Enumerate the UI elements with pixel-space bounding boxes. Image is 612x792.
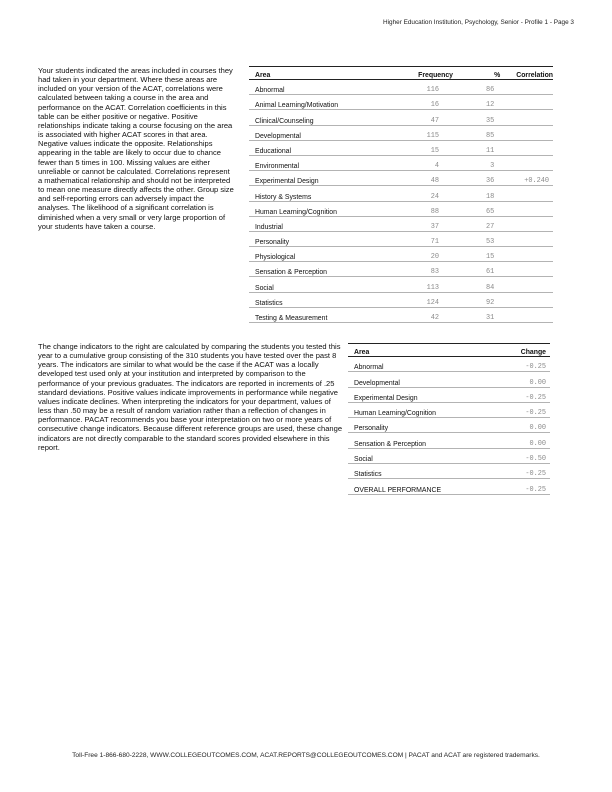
percent-cell: 36 (467, 171, 510, 186)
area-cell: Personality (249, 231, 400, 246)
percent-cell: 92 (467, 292, 510, 307)
area-cell: Testing & Measurement (249, 307, 400, 322)
correlation-cell (510, 125, 553, 140)
correlation-cell (510, 231, 553, 246)
table-row (249, 125, 553, 140)
area-cell: Developmental (348, 372, 494, 387)
frequency-cell: 71 (400, 231, 467, 246)
course-areas-header-row (249, 67, 553, 80)
course-areas-body (249, 80, 553, 323)
change-cell: -0.25 (494, 357, 550, 372)
percent-cell: 12 (467, 95, 510, 110)
percent-cell: 65 (467, 201, 510, 216)
table-row (249, 140, 553, 155)
area-cell: Physiological (249, 247, 400, 262)
area-cell: Animal Learning/Motivation (249, 95, 400, 110)
frequency-cell: 124 (400, 292, 467, 307)
table-row (249, 216, 553, 231)
area-cell: Experimental Design (348, 387, 494, 402)
correlation-cell (510, 247, 553, 262)
table-row (249, 307, 553, 322)
table-row (348, 433, 550, 448)
correlation-cell (510, 95, 553, 110)
frequency-cell: 116 (400, 80, 467, 95)
table-row (348, 387, 550, 402)
percent-cell: 15 (467, 247, 510, 262)
percent-cell: 27 (467, 216, 510, 231)
table-row (249, 155, 553, 170)
table-row (249, 277, 553, 292)
frequency-cell: 24 (400, 186, 467, 201)
table-row (249, 110, 553, 125)
col-percent-header: % (494, 72, 501, 79)
percent-cell: 85 (467, 125, 510, 140)
correlation-cell (510, 307, 553, 322)
table-row (348, 402, 550, 417)
frequency-cell: 42 (400, 307, 467, 322)
percent-cell: 35 (467, 110, 510, 125)
change-indicators-body (348, 357, 550, 495)
area-cell: Human Learning/Cognition (249, 201, 400, 216)
correlation-cell (510, 155, 553, 170)
table-row (249, 80, 553, 95)
frequency-cell: 115 (400, 125, 467, 140)
table-row (348, 418, 550, 433)
table-row (348, 372, 550, 387)
area-cell: OVERALL PERFORMANCE (348, 479, 494, 494)
correlation-cell (510, 262, 553, 277)
frequency-cell: 47 (400, 110, 467, 125)
page-header: Higher Education Institution, Psychology, Senior - Profile 1 - Page 3 (383, 19, 574, 26)
change-cell: -0.25 (494, 479, 550, 494)
change-cell: 0.00 (494, 372, 550, 387)
correlation-cell (510, 216, 553, 231)
col-frequency-header: Frequency (418, 72, 454, 79)
frequency-cell: 16 (400, 95, 467, 110)
table-row (249, 262, 553, 277)
frequency-cell: 37 (400, 216, 467, 231)
area-cell: Industrial (249, 216, 400, 231)
correlation-cell (510, 277, 553, 292)
change-cell: 0.00 (494, 418, 550, 433)
col-correlation-header: Correlation (516, 72, 553, 79)
table-row (249, 95, 553, 110)
frequency-cell: 4 (400, 155, 467, 170)
table-row (249, 186, 553, 201)
area-cell: Abnormal (348, 357, 494, 372)
col-area-header: Area (255, 72, 271, 79)
col-area-header: Area (354, 349, 370, 356)
area-cell: History & Systems (249, 186, 400, 201)
table-row (348, 464, 550, 479)
frequency-cell: 15 (400, 140, 467, 155)
correlation-cell (510, 201, 553, 216)
correlation-cell: +0.240 (510, 171, 553, 186)
table-row (249, 171, 553, 186)
course-areas-table (249, 66, 553, 323)
area-cell: Educational (249, 140, 400, 155)
frequency-cell: 20 (400, 247, 467, 262)
percent-cell: 84 (467, 277, 510, 292)
change-indicators-table (348, 343, 550, 495)
frequency-cell: 48 (400, 171, 467, 186)
frequency-cell: 88 (400, 201, 467, 216)
percent-cell: 86 (467, 80, 510, 95)
percent-cell: 3 (467, 155, 510, 170)
table-row (348, 357, 550, 372)
area-cell: Experimental Design (249, 171, 400, 186)
area-cell: Statistics (348, 464, 494, 479)
table-row (348, 448, 550, 463)
frequency-cell: 113 (400, 277, 467, 292)
percent-cell: 11 (467, 140, 510, 155)
area-cell: Social (348, 448, 494, 463)
correlation-cell (510, 110, 553, 125)
table-row (249, 292, 553, 307)
area-cell: Abnormal (249, 80, 400, 95)
change-cell: -0.25 (494, 387, 550, 402)
page-footer: Toll-Free 1-866-680-2228, WWW.COLLEGEOUTCOMES.COM, ACAT.REPORTS@COLLEGEOUTCOMES.COM | PACAT and ACAT are registered trademarks. (72, 752, 540, 759)
area-cell: Social (249, 277, 400, 292)
percent-cell: 53 (467, 231, 510, 246)
change-cell: 0.00 (494, 433, 550, 448)
area-cell: Personality (348, 418, 494, 433)
frequency-cell: 83 (400, 262, 467, 277)
change-cell: -0.25 (494, 464, 550, 479)
change-cell: -0.25 (494, 402, 550, 417)
table-row (348, 479, 550, 494)
table-row (249, 201, 553, 216)
correlation-cell (510, 186, 553, 201)
area-cell: Statistics (249, 292, 400, 307)
percent-cell: 18 (467, 186, 510, 201)
area-cell: Sensation & Perception (249, 262, 400, 277)
area-cell: Developmental (249, 125, 400, 140)
change-cell: -0.50 (494, 448, 550, 463)
area-cell: Human Learning/Cognition (348, 402, 494, 417)
change-indicator-explanation: The change indicators to the right are calculated by comparing the students you tested this year to a cumulative group consisting of the 310 students you have tested over the past 8 years. The indicators are similar to what would be the case if the ACAT was a locally developed test used only at your institution and interpreted by comparison to the performance of your previous graduates. The indicators are reported in increments of .25 standard deviations. Positive values indicate improvements in performance while negative values indicate declines. When interpreting the indicators for your department, values of less than .50 may be a result of random variation rather than a reflection of changes in performance. PACAT recommends you base your interpretation on two or more years of consecutive change indicators. Because different reference groups are used, these change indicators are not directly comparable to the standard scores provided elsewhere in this report. (38, 342, 343, 452)
area-cell: Clinical/Counseling (249, 110, 400, 125)
correlation-cell (510, 292, 553, 307)
table-row (249, 247, 553, 262)
col-change-header: Change (520, 349, 546, 356)
area-cell: Sensation & Perception (348, 433, 494, 448)
percent-cell: 31 (467, 307, 510, 322)
change-indicators-header-row (348, 344, 550, 357)
correlation-cell (510, 80, 553, 95)
correlation-explanation: Your students indicated the areas included in courses they had taken in your department. Where these areas are included on your version of the ACAT, correlations were calculated between taking a course in the area and performance on the ACAT. Correlation coefficients in this table can be either positive or negative. Positive relationships indicate taking a course focusing on the area is associated with higher ACAT scores in that area. Negative values indicate the opposite. Relationships appearing in the table are likely to occur due to chance fewer than 5 times in 100. Missing values are either unreliable or cannot be calculated. Correlations represent a mathematical relationship and should not be interpreted to mean one measure directly affects the other. Group size and self-reporting errors can adversely impact the analyses. The likelihood of a significant correlation is diminished when a very small or very large proportion of your students have taken a course. (38, 66, 234, 231)
table-row (249, 231, 553, 246)
percent-cell: 61 (467, 262, 510, 277)
area-cell: Environmental (249, 155, 400, 170)
correlation-cell (510, 140, 553, 155)
